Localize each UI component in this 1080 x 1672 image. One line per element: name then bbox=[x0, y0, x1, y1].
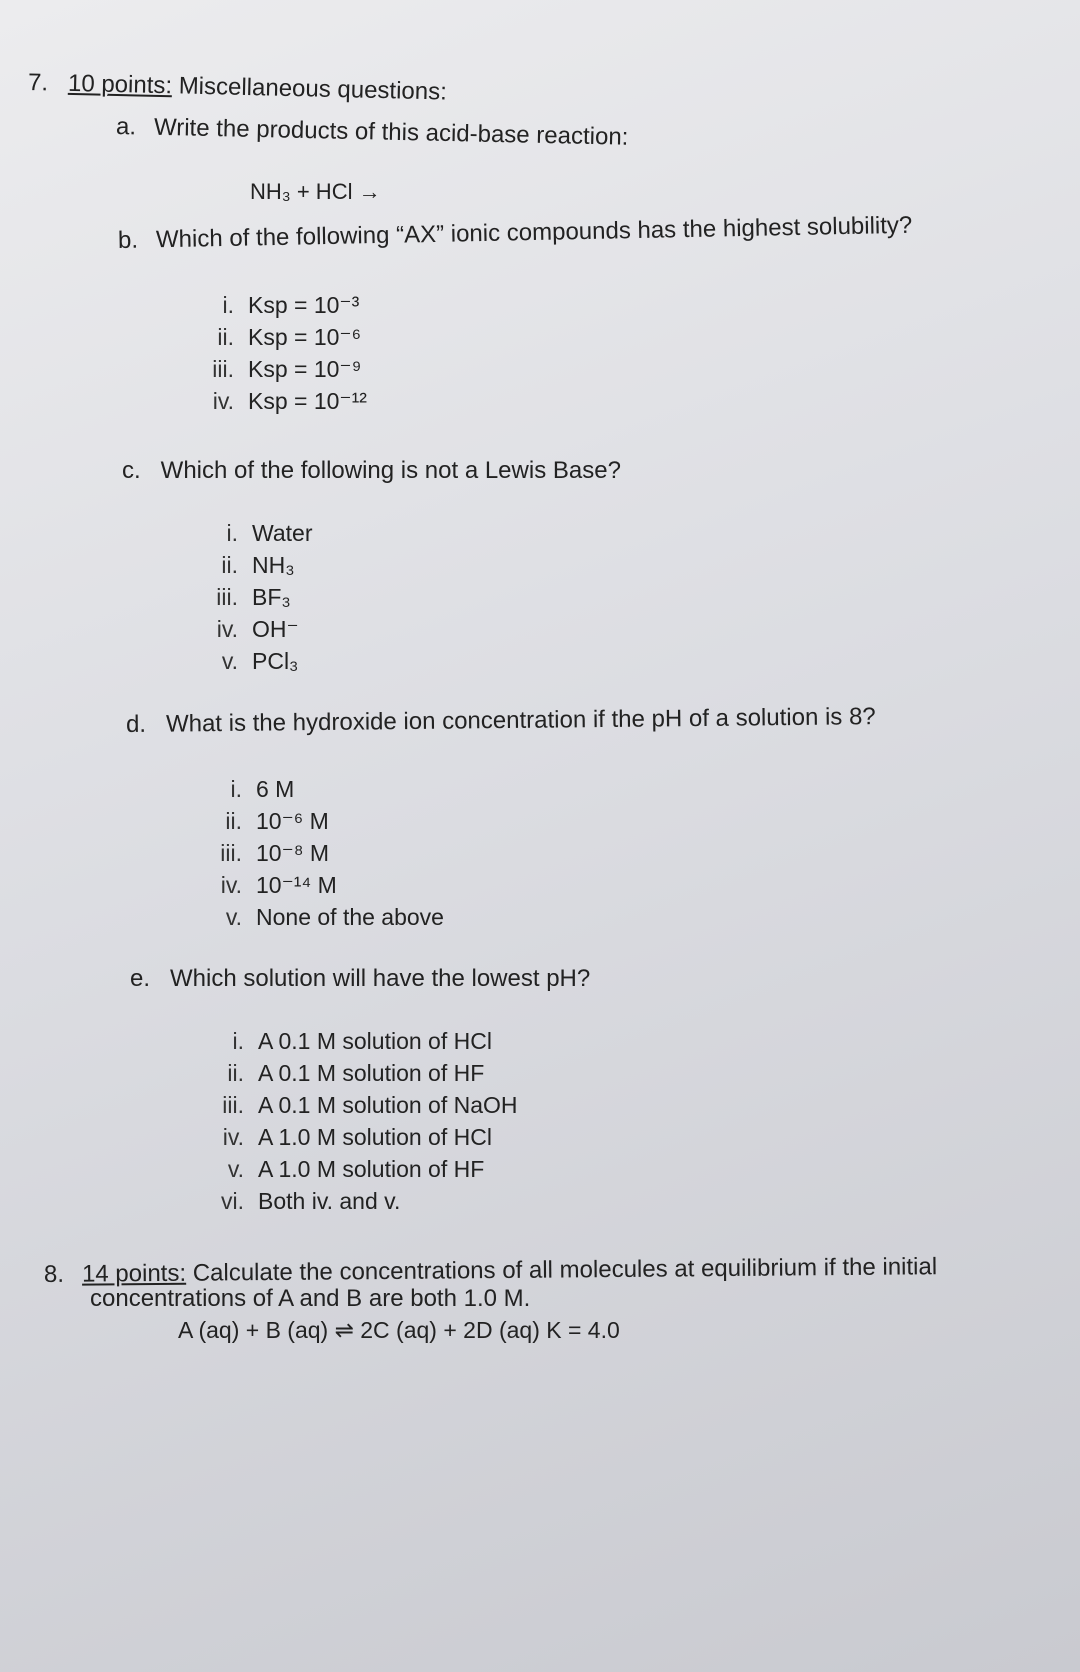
question-7b-option: i. Ksp = 10⁻³ bbox=[222, 292, 360, 318]
question-7c-option: iii. BF₃ bbox=[216, 584, 291, 610]
question-7a bbox=[116, 114, 629, 151]
question-7b-letter: b. bbox=[117, 226, 139, 254]
question-7-number: 7. bbox=[27, 69, 49, 97]
question-7b-option: iv. Ksp = 10⁻¹² bbox=[212, 388, 367, 414]
question-7d-option: iii. 10⁻⁸ M bbox=[220, 840, 329, 866]
question-8-line2: concentrations of A and B are both 1.0 M. bbox=[90, 1285, 531, 1312]
question-7c-letter: c. bbox=[122, 457, 141, 484]
question-7d-option: v. None of the above bbox=[225, 904, 444, 930]
question-7b-option: iii. Ksp = 10⁻⁹ bbox=[212, 356, 362, 382]
question-7e-option: vi. Both iv. and v. bbox=[221, 1188, 401, 1214]
question-7a-reaction: NH₃ + HCl → bbox=[250, 179, 381, 204]
question-8-number: 8. bbox=[43, 1260, 65, 1288]
question-7-points: 10 points: bbox=[67, 69, 173, 100]
question-8-equation: A (aq) + B (aq) ⇌ 2C (aq) + 2D (aq) K = 4.0 bbox=[178, 1317, 620, 1343]
question-7c-option: iv. OH⁻ bbox=[216, 616, 299, 642]
question-7c-option: ii. NH₃ bbox=[221, 552, 295, 578]
question-7d-text: What is the hydroxide ion concentration if the pH of a solution is 8? bbox=[165, 703, 876, 738]
question-8-line1 bbox=[44, 1254, 937, 1288]
question-7-title: Miscellaneous questions: bbox=[178, 72, 448, 106]
question-8-text-line1: Calculate the concentrations of all molecules at equilibrium if the initial bbox=[192, 1253, 938, 1287]
question-7d bbox=[126, 704, 876, 738]
question-7e-option: iv. A 1.0 M solution of HCl bbox=[222, 1124, 492, 1150]
question-7e-option: iii. A 0.1 M solution of NaOH bbox=[222, 1092, 518, 1118]
question-7e-option: ii. A 0.1 M solution of HF bbox=[227, 1060, 485, 1086]
question-7a-text: Write the products of this acid-base reaction: bbox=[153, 113, 629, 151]
question-7c-option: v. PCl₃ bbox=[221, 648, 299, 674]
question-7e-option: i. A 0.1 M solution of HCl bbox=[232, 1028, 492, 1054]
question-7c-text: Which of the following is not a Lewis Base? bbox=[160, 457, 621, 484]
question-7e bbox=[130, 966, 590, 992]
question-7b-text: Which of the following “AX” ionic compounds has the highest solubility? bbox=[155, 211, 913, 254]
question-7d-option: i. 6 M bbox=[230, 776, 295, 802]
question-7-header bbox=[28, 70, 447, 106]
question-7c-option: i. Water bbox=[226, 520, 313, 546]
question-7d-option: iv. 10⁻¹⁴ M bbox=[220, 872, 337, 898]
question-7e-text: Which solution will have the lowest pH? bbox=[170, 965, 591, 992]
question-7b bbox=[118, 213, 913, 255]
question-7a-letter: a. bbox=[115, 113, 137, 141]
question-7c bbox=[122, 458, 621, 484]
question-7d-letter: d. bbox=[125, 710, 147, 738]
question-7e-letter: e. bbox=[130, 965, 151, 992]
question-8-points: 14 points: bbox=[81, 1259, 187, 1288]
question-7b-option: ii. Ksp = 10⁻⁶ bbox=[217, 324, 362, 350]
question-7e-option: v. A 1.0 M solution of HF bbox=[227, 1156, 485, 1182]
question-7d-option: ii. 10⁻⁶ M bbox=[225, 808, 329, 834]
